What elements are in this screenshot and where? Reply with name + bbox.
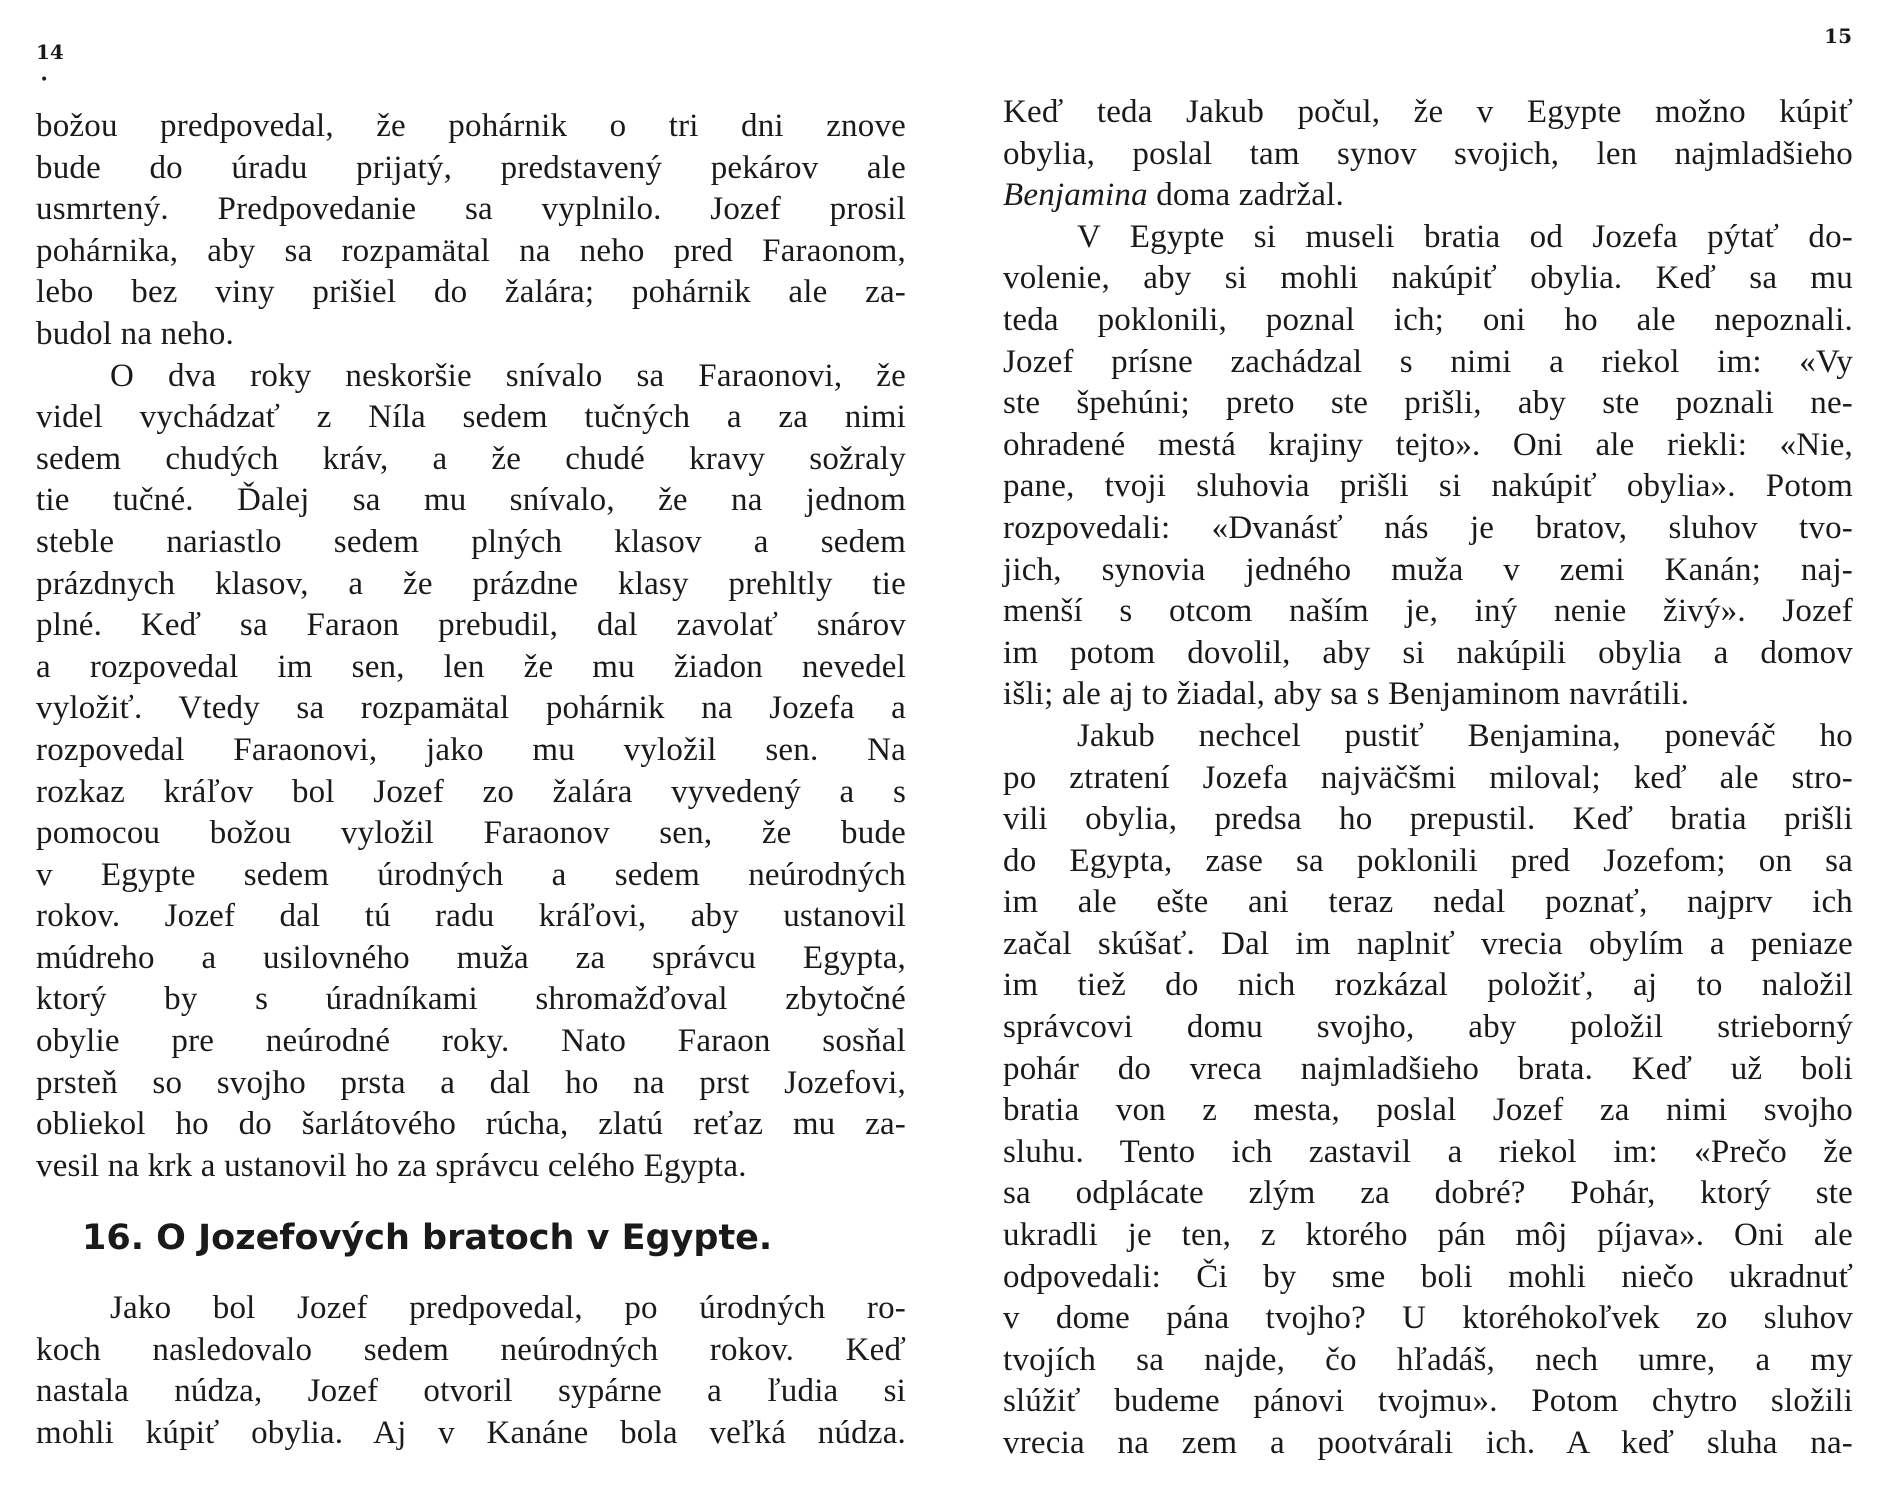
text-line: slúžiť budeme pánovi tvojmu». Potom chytro složili [1003,1383,1853,1420]
text-line: teda poklonili, poznal ich; oni ho ale nepoznali. [1003,301,1853,338]
left-paragraph-2 [36,356,906,1188]
page-number-left: 14 [36,40,64,64]
text-line: Jozef prísne zachádzal s nimi a riekol im: «Vy [1003,343,1853,380]
text-line: koch nasledovalo sedem neúrodných rokov. Keď [36,1331,906,1368]
chapter-heading: 16. O Jozefových bratoch v Egypte. [82,1218,773,1258]
text-line: Jakub nechcel pustiť Benjamina, poneváč ho [1077,717,1853,754]
text-line: steble nariastlo sedem plných klasov a sedem [36,523,906,560]
text-line: Keď teda Jakub počul, že v Egypte možno kúpiť [1003,94,1853,130]
text-line: budol na neho. [36,315,235,352]
text-line: pomocou božou vyložil Faraonov sen, že bude [36,815,906,852]
text-line: pohárnika, aby sa rozpamätal na neho pred Faraonom, [36,232,906,269]
text-line: ohradené mestá krajiny tejto». Oni ale riekli: «Nie, [1003,426,1853,463]
text-line: do Egypta, zase sa poklonili pred Jozefom; on sa [1003,842,1853,879]
text-line: tie tučné. Ďalej sa mu snívalo, že na jednom [36,482,906,519]
right-paragraph-1 [1003,92,1853,175]
text-line [1003,175,1853,217]
text-line: išli; ale aj to žiadal, aby sa s Benjaminom navrátili. [1003,676,1690,713]
stray-mark: • [40,72,49,88]
text-line: sa odplácate zlým za dobré? Pohár, ktorý ste [1003,1175,1853,1212]
text-line: mohli kúpiť obylia. Aj v Kanáne bola veľká núdza. [36,1414,906,1451]
text-line: nastala núdza, Jozef otvoril sypárne a ľudia si [36,1373,906,1410]
text-line: sedem chudých kráv, a že chudé kravy sožraly [36,440,906,477]
text-line: správcovi domu svojho, aby položil strieborný [1003,1009,1853,1046]
text-line: videl vychádzať z Níla sedem tučných a za nimi [36,399,906,436]
text-line: múdreho a usilovného muža za správcu Egypta, [36,939,906,976]
text-line: obylia, poslal tam synov svojich, len najmladšieho [1003,135,1853,172]
text-line: menší s otcom naším je, iný nenie živý». Jozef [1003,593,1853,630]
text-line: ste špehúni; preto ste prišli, aby ste poznali ne- [1003,385,1853,422]
paragraph-block [36,106,906,1187]
text-line: im ale ešte ani teraz nedal poznať, najprv ich [1003,884,1853,921]
text-line: rokov. Jozef dal tú radu kráľovi, aby ustanovil [36,898,906,935]
text-line: v Egypte sedem úrodných a sedem neúrodných [36,856,906,893]
left-paragraph-1 [36,106,906,356]
left-paragraph-3 [36,1288,906,1454]
text-line: rozpovedal Faraonovi, jako mu vyložil sen. Na [36,731,906,768]
paragraph-block [36,1288,906,1454]
text-line: a rozpovedal im sen, len že mu žiadon nevedel [36,648,906,685]
text-line: Jako bol Jozef predpovedal, po úrodných ro- [110,1290,906,1326]
text-line: vesil na krk a ustanovil ho za správcu celého Egypta. [36,1147,747,1184]
text-line: začal skúšať. Dal im naplniť vrecia obylím a peniaze [1003,925,1853,962]
text-line: bratia von z mesta, poslal Jozef za nimi svojho [1003,1092,1853,1129]
right-paragraph-2 [1003,217,1853,716]
text-line: po ztratení Jozefa najväčšmi miloval; keď ale stro- [1003,759,1853,796]
text-line: obliekol ho do šarlátového rúcha, zlatú reťaz mu za- [36,1106,906,1143]
text-line: vyložiť. Vtedy sa rozpamätal pohárnik na Jozefa a [36,690,906,727]
text-line: im tiež do nich rozkázal položiť, aj to naložil [1003,967,1853,1004]
page-number-right: 15 [1824,24,1852,48]
text-line: rozpovedali: «Dvanásť nás je bratov, sluhov tvo- [1003,509,1853,546]
text-line: vrecia na zem a pootvárali ich. A keď sluha na- [1003,1425,1853,1461]
text-line: sluhu. Tento ich zastavil a riekol im: «Prečo že [1003,1133,1853,1170]
text-line: ukradli je ten, z ktorého pán môj píjava». Oni ale [1003,1217,1853,1254]
text-line: prázdnych klasov, a že prázdne klasy prehltly tie [36,565,906,602]
text-line: božou predpovedal, že pohárnik o tri dni znove [36,108,906,144]
text-line: usmrtený. Predpovedanie sa vyplnilo. Jozef prosil [36,191,906,228]
text-line: prsteň so svojho prsta a dal ho na prst Jozefovi, [36,1064,906,1101]
text-line: bude do úradu prijatý, predstavený pekárov ale [36,149,906,186]
text-line: O dva roky neskoršie snívalo sa Faraonovi, že [110,357,906,394]
text-line-rest: doma zadržal. [1147,177,1344,214]
text-line: tvojích sa najde, čo hľadáš, nech umre, a my [1003,1341,1853,1378]
right-page [943,0,1886,1500]
text-line: plné. Keď sa Faraon prebudil, dal zavolať snárov [36,607,906,644]
text-line: im potom dovolil, aby si nakúpili obylia a domov [1003,634,1853,671]
text-line: obylie pre neúrodné roky. Nato Faraon sosňal [36,1023,906,1060]
paragraph-block [1003,92,1853,1465]
text-line: volenie, aby si mohli nakúpiť obylia. Keď sa mu [1003,260,1853,297]
text-line: pohár do vreca najmladšieho brata. Keď už boli [1003,1050,1853,1087]
text-line: pane, tvoji sluhovia prišli si nakúpiť obylia». Potom [1003,468,1853,505]
text-line: ktorý by s úradníkami shromažďoval zbytočné [36,981,906,1018]
right-paragraph-3 [1003,716,1853,1465]
text-line: lebo bez viny prišiel do žalára; pohárnik ale za- [36,274,906,311]
text-line: rozkaz kráľov bol Jozef zo žalára vyvedený a s [36,773,906,810]
italic-name: Benjamina [1003,177,1148,214]
text-line: odpovedali: Či by sme boli mohli niečo ukradnuť [1003,1258,1853,1295]
text-line: jich, synovia jedného muža v zemi Kanán; naj- [1003,551,1853,588]
text-line: v dome pána tvojho? U ktoréhokoľvek zo sluhov [1003,1300,1853,1337]
text-line: vili obylia, predsa ho prepustil. Keď bratia prišli [1003,801,1853,838]
text-line: V Egypte si museli bratia od Jozefa pýtať do- [1077,218,1853,255]
